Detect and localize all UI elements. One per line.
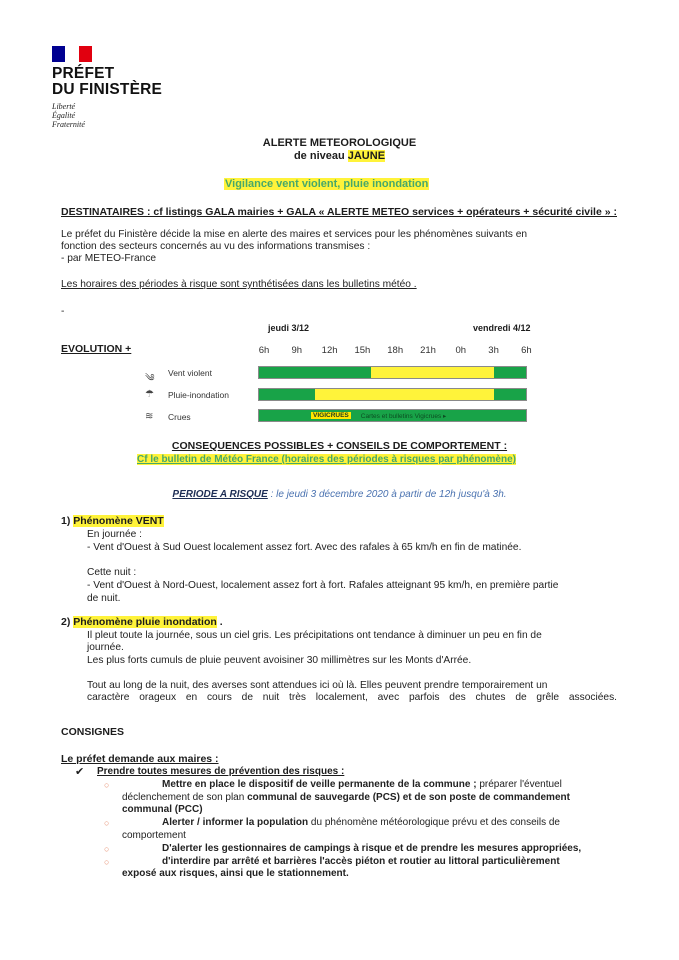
bullet-circle-icon: ○: [104, 857, 110, 867]
motto-egalite: Égalité: [52, 111, 76, 120]
section-vent-label: Phénomène VENT: [73, 515, 164, 527]
vent-bar: [258, 366, 527, 379]
section-vent-title: [61, 515, 164, 527]
row-label-crues: Crues: [168, 412, 191, 422]
flag-red-stripe: [79, 46, 92, 62]
evolution-label: EVOLUTION +: [61, 343, 132, 355]
rain-flood-icon: ☂: [145, 389, 154, 400]
intro-line2: fonction des secteurs concernés au vu des informations transmises :: [61, 241, 371, 252]
prefet-line2: DU FINISTÈRE: [52, 81, 163, 98]
vent-journee-label: En journée :: [87, 529, 142, 540]
timeline-hour-label: 3h: [488, 345, 499, 356]
pluie-p1-line1: Il pleut toute la journée, sous un ciel gris. Les précipitations ont tendance à diminuer un peu en fin de: [87, 630, 542, 641]
alert-level-prefix: de niveau: [293, 150, 348, 162]
pluie-bar: [258, 388, 527, 401]
section-pluie-title: [61, 616, 223, 628]
consequences-title-text: CONSEQUENCES POSSIBLES + CONSEILS DE COMPORTEMENT :: [171, 440, 508, 452]
vent-nuit-text1: - Vent d'Ouest à Nord-Ouest, localement assez fort à fort. Rafales atteignant 95 km/h, en première partie: [87, 580, 559, 591]
maires-heading: Le préfet demande aux maires :: [61, 753, 219, 765]
pluie-bar-yellow: [315, 389, 494, 400]
row-label-vent: Vent violent: [168, 368, 212, 378]
flag-white-stripe: [65, 46, 78, 62]
prevention-heading: Prendre toutes mesures de prévention des risques :: [97, 766, 345, 777]
consigne-1-bold: Mettre en place le dispositif de veille permanente de la commune ;: [162, 779, 477, 790]
consigne-1-line2a: déclenchement de son plan: [122, 792, 248, 803]
crues-bar[interactable]: [258, 409, 527, 422]
alert-level: [0, 150, 679, 162]
pluie-bar-green-1: [259, 389, 315, 400]
periode-a-risque: [0, 489, 679, 500]
timeline-hour-label: 9h: [291, 345, 303, 356]
prefecture-name: [52, 66, 162, 98]
destinataires: [61, 206, 617, 218]
wind-icon: ༄: [145, 373, 155, 384]
consigne-1-line3: communal (PCC): [122, 804, 203, 815]
pluie-p2-line1: Tout au long de la nuit, des averses sont attendues ici où là. Elles peuvent prendre temporairement un: [87, 680, 548, 691]
intro-line1: Le préfet du Finistère décide la mise en alerte des maires et services pour les phénomènes suivants en: [61, 229, 528, 240]
consignes-title: CONSIGNES: [61, 726, 125, 738]
section-pluie-number: 2): [61, 616, 74, 628]
row-label-pluie: Pluie-inondation: [168, 390, 229, 400]
bullet-circle-icon: ○: [104, 818, 110, 828]
timeline-hour-label: 6h: [521, 345, 532, 356]
timeline-hour-label: 0h: [455, 345, 467, 356]
prefet-line1: PRÉFET: [52, 65, 115, 82]
pluie-p2-line2: caractère orageux en cours de nuit très localement, avec parfois des chutes de grêle associées.: [87, 692, 617, 703]
motto-liberte: Liberté: [52, 102, 76, 111]
pluie-bar-green-2: [494, 389, 526, 400]
bullet-circle-icon: ○: [104, 780, 110, 790]
vigicrues-badge[interactable]: VIGICRUES: [313, 412, 349, 419]
consigne-2-line2: comportement: [122, 830, 186, 841]
consigne-1-line2b: communal de sauvegarde (PCS) et de son poste de commandement: [247, 792, 570, 803]
pluie-p1-line2: journée.: [87, 642, 124, 653]
timeline-hour-label: 12h: [321, 345, 338, 356]
consigne-2-bold: Alerter / informer la population: [162, 817, 309, 828]
consigne-2-line1: [122, 817, 616, 830]
timeline-hour-label: 21h: [420, 345, 436, 356]
destinataires-text: DESTINATAIRES : cf listings GALA mairies + GALA « ALERTE METEO services + opérateurs + sécurité civile » :: [61, 206, 617, 218]
marianne-flag-logo: [52, 46, 92, 62]
alert-title: ALERTE METEOROLOGIQUE: [262, 137, 417, 149]
flag-blue-stripe: [52, 46, 65, 62]
section-pluie-label: Phénomène pluie inondation: [73, 616, 217, 628]
check-icon: ✔: [75, 766, 85, 778]
section-pluie-dot: .: [216, 616, 223, 628]
consequences-title: [0, 440, 679, 452]
vigilance-title: Vigilance vent violent, pluie inondation: [225, 178, 429, 190]
stray-dash: -: [61, 306, 65, 317]
consigne-4-line1: d'interdire par arrêté et barrières l'accès piéton et routier au littoral particulièrement: [162, 856, 560, 867]
timeline-date-left: jeudi 3/12: [268, 323, 310, 333]
consigne-1-line2: [122, 792, 616, 805]
vent-nuit-label: Cette nuit :: [87, 567, 137, 578]
timeline-hour-label: 6h: [258, 345, 270, 356]
periode-label: PERIODE A RISQUE: [172, 489, 268, 500]
alert-level-value: JAUNE: [347, 150, 386, 162]
vent-nuit-text2: de nuit.: [87, 593, 121, 604]
waves-icon: ≋: [145, 411, 154, 422]
timeline-hour-label: 15h: [354, 345, 371, 356]
intro-line3: - par METEO-France: [61, 253, 157, 264]
consigne-4-line2: exposé aux risques, ainsi que le stationnement.: [122, 868, 349, 879]
pluie-p1-line3: Les plus forts cumuls de pluie peuvent avoisiner 30 millimètres sur les Monts d'Arrée.: [87, 655, 472, 666]
consigne-3: D'alerter les gestionnaires de campings à risque et de prendre les mesures appropriées,: [162, 843, 582, 854]
vent-journee-text: - Vent d'Ouest à Sud Ouest localement assez fort. Avec des rafales à 65 km/h en fin de matinée.: [87, 542, 522, 553]
consequences-bulletin-link: Cf le bulletin de Météo France (horaires des périodes à risques par phénomène): [137, 454, 516, 465]
consigne-1-rest: préparer l'éventuel: [476, 779, 562, 790]
vigicrues-link[interactable]: Cartes et bulletins Vigicrues ▸: [360, 412, 447, 420]
consigne-1-line1: [122, 779, 616, 792]
timeline-hour-label: 18h: [387, 345, 404, 356]
vent-bar-green-2: [494, 367, 526, 378]
timeline-date-right: vendredi 4/12: [473, 323, 531, 333]
vent-bar-yellow: [371, 367, 494, 378]
periode-text: : le jeudi 3 décembre 2020 à partir de 12h jusqu'à 3h.: [267, 489, 507, 500]
section-vent-number: 1): [61, 515, 74, 527]
vent-bar-green-1: [259, 367, 371, 378]
motto-fraternite: Fraternité: [52, 120, 85, 129]
republic-motto: [52, 102, 85, 129]
horaires-note: Les horaires des périodes à risque sont synthétisées dans les bulletins météo .: [61, 279, 417, 290]
consigne-2-rest: du phénomène météorologique prévu et des conseils de: [308, 817, 560, 828]
bullet-circle-icon: ○: [104, 844, 110, 854]
